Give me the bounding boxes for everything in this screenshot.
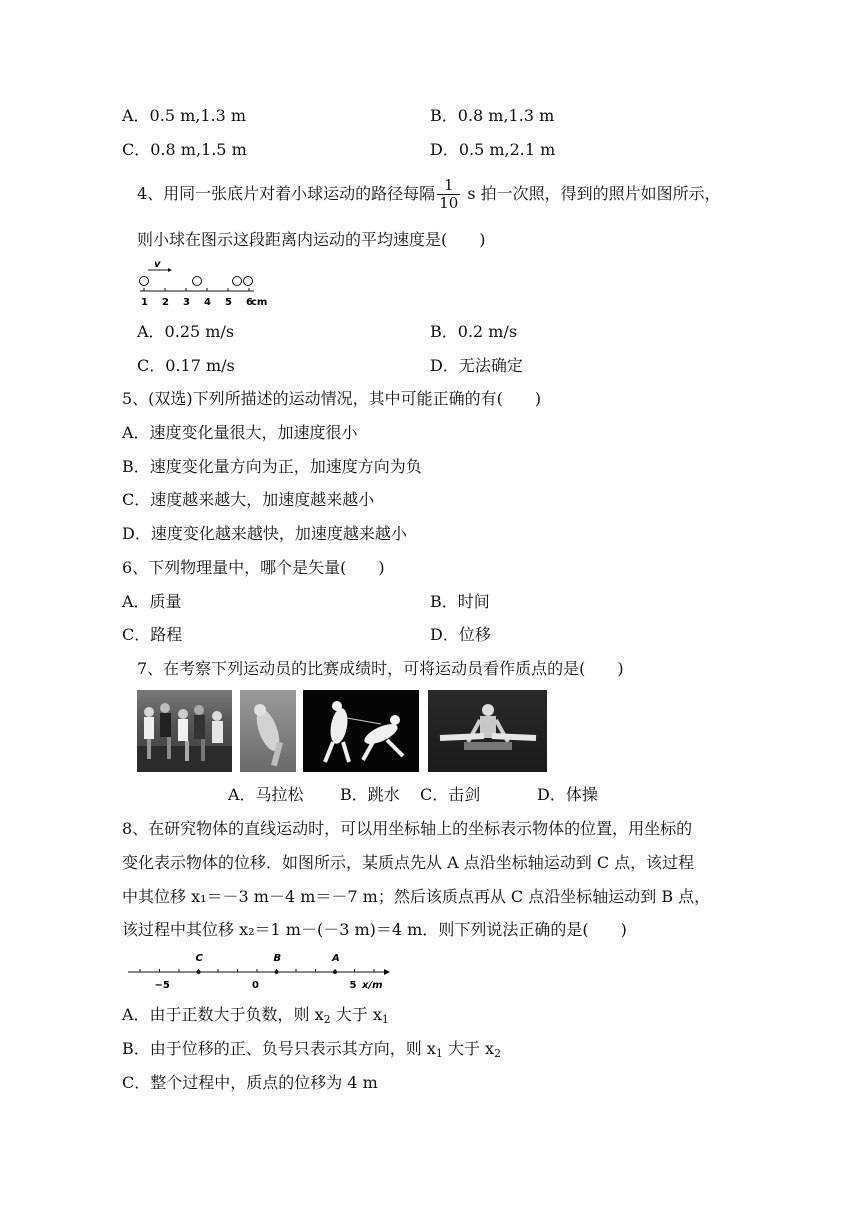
ruler-tick-label: 4 bbox=[204, 297, 211, 308]
axis-point-label: C bbox=[195, 953, 203, 964]
q7-stem: 7、在考察下列运动员的比赛成绩时，可将运动员看作质点的是( ) bbox=[137, 659, 624, 678]
axis-point-label: B bbox=[273, 953, 282, 964]
q5-option-c: C．速度越来越大，加速度越来越小 bbox=[122, 490, 375, 509]
q6-option-d: D．位移 bbox=[430, 625, 491, 644]
q3-option-c: C．0.8 m,1.5 m bbox=[122, 140, 247, 159]
ruler-unit: cm bbox=[251, 297, 268, 308]
q8-option-c: C．整个过程中，质点的位移为 4 m bbox=[122, 1073, 378, 1092]
axis-point-label: A bbox=[332, 953, 340, 964]
q4-stem-post: s 拍一次照，得到的照片如图所示， bbox=[462, 184, 721, 203]
fencing-photo bbox=[303, 690, 419, 772]
q8-line4: 该过程中其位移 x₂＝1 m－(－3 m)＝4 m．则下列说法正确的是( ) bbox=[122, 920, 627, 939]
fraction-denominator: 10 bbox=[439, 194, 459, 212]
q5-stem: 5、(双选)下列所描述的运动情况，其中可能正确的有( ) bbox=[122, 389, 542, 408]
q4-stem-line2: 则小球在图示这段距离内运动的平均速度是( ) bbox=[137, 230, 486, 249]
q6-option-c: C．路程 bbox=[122, 625, 183, 644]
diving-photo bbox=[240, 690, 296, 772]
q6-option-a: A．质量 bbox=[122, 592, 182, 611]
q6-stem: 6、下列物理量中，哪个是矢量( ) bbox=[122, 558, 385, 577]
q8-option-b bbox=[122, 1039, 501, 1059]
gymnastics-photo bbox=[428, 690, 547, 772]
q4-option-c: C．0.17 m/s bbox=[137, 356, 235, 375]
q7-option-c: C．击剑 bbox=[420, 785, 481, 804]
q4-option-b: B．0.2 m/s bbox=[430, 322, 518, 341]
q8-option-b-text: B．由于位移的正、负号只表示其方向，则 x bbox=[122, 1039, 436, 1058]
q7-option-b: B．跳水 bbox=[340, 785, 400, 804]
axis-point bbox=[197, 970, 201, 974]
q4-stem-pre: 4、用同一张底片对着小球运动的路径每隔 bbox=[137, 184, 436, 203]
q8-line1: 8、在研究物体的直线运动时，可以用坐标轴上的坐标表示物体的位置，用坐标的 bbox=[122, 819, 693, 838]
subscript: 1 bbox=[381, 1013, 389, 1026]
q8-axis-figure bbox=[128, 948, 398, 992]
q5-option-a: A．速度变化量很大，加速度很小 bbox=[122, 423, 358, 442]
q7-option-a: A．马拉松 bbox=[228, 785, 304, 804]
q3-option-a: A．0.5 m,1.3 m bbox=[122, 106, 247, 125]
q7-option-d: D．体操 bbox=[537, 785, 598, 804]
ball-2 bbox=[193, 277, 202, 286]
q8-option-a-mid: 大于 x bbox=[330, 1005, 382, 1024]
ruler-tick-label: 3 bbox=[183, 297, 190, 308]
q5-option-b: B．速度变化量方向为正，加速度方向为负 bbox=[122, 457, 422, 476]
axis-tick-label: −5 bbox=[154, 980, 170, 991]
ball-1 bbox=[140, 277, 149, 286]
axis-point bbox=[333, 970, 337, 974]
ruler-tick-label: 2 bbox=[162, 297, 169, 308]
q8-option-a bbox=[122, 1005, 389, 1025]
q8-line2: 变化表示物体的位移．如图所示，某质点先从 A 点沿坐标轴运动到 C 点，该过程 bbox=[122, 853, 695, 872]
subscript: 1 bbox=[435, 1047, 443, 1060]
axis-unit: x/m bbox=[362, 980, 383, 991]
axis-point bbox=[275, 970, 279, 974]
q4-fraction bbox=[437, 177, 460, 212]
q4-option-d: D．无法确定 bbox=[430, 356, 523, 375]
q4-ball-figure bbox=[136, 258, 276, 310]
ball-4 bbox=[244, 277, 253, 286]
ruler-tick-label: 6 bbox=[246, 297, 253, 308]
axis-tick-label: 0 bbox=[252, 980, 259, 991]
q8-line3: 中其位移 x₁＝－3 m－4 m＝－7 m；然后该质点再从 C 点沿坐标轴运动到 B 点， bbox=[122, 887, 711, 906]
q5-option-d: D．速度变化越来越快，加速度越来越小 bbox=[122, 524, 407, 543]
q3-option-b: B．0.8 m,1.3 m bbox=[430, 106, 555, 125]
subscript: 2 bbox=[494, 1047, 502, 1060]
subscript: 2 bbox=[323, 1013, 331, 1026]
fraction-numerator: 1 bbox=[437, 177, 460, 195]
ruler-tick-label: 1 bbox=[141, 297, 148, 308]
q4-stem bbox=[137, 175, 721, 213]
marathon-photo bbox=[137, 690, 232, 772]
q8-option-a-text: A．由于正数大于负数，则 x bbox=[122, 1005, 324, 1024]
q3-option-d: D．0.5 m,2.1 m bbox=[430, 140, 556, 159]
q4-option-a: A．0.25 m/s bbox=[137, 322, 235, 341]
axis-tick-label: 5 bbox=[349, 980, 357, 991]
ball-3 bbox=[233, 277, 242, 286]
ruler-tick-label: 5 bbox=[225, 297, 232, 308]
velocity-label: v bbox=[154, 259, 161, 270]
q8-option-b-mid: 大于 x bbox=[442, 1039, 495, 1058]
q6-option-b: B．时间 bbox=[430, 592, 490, 611]
